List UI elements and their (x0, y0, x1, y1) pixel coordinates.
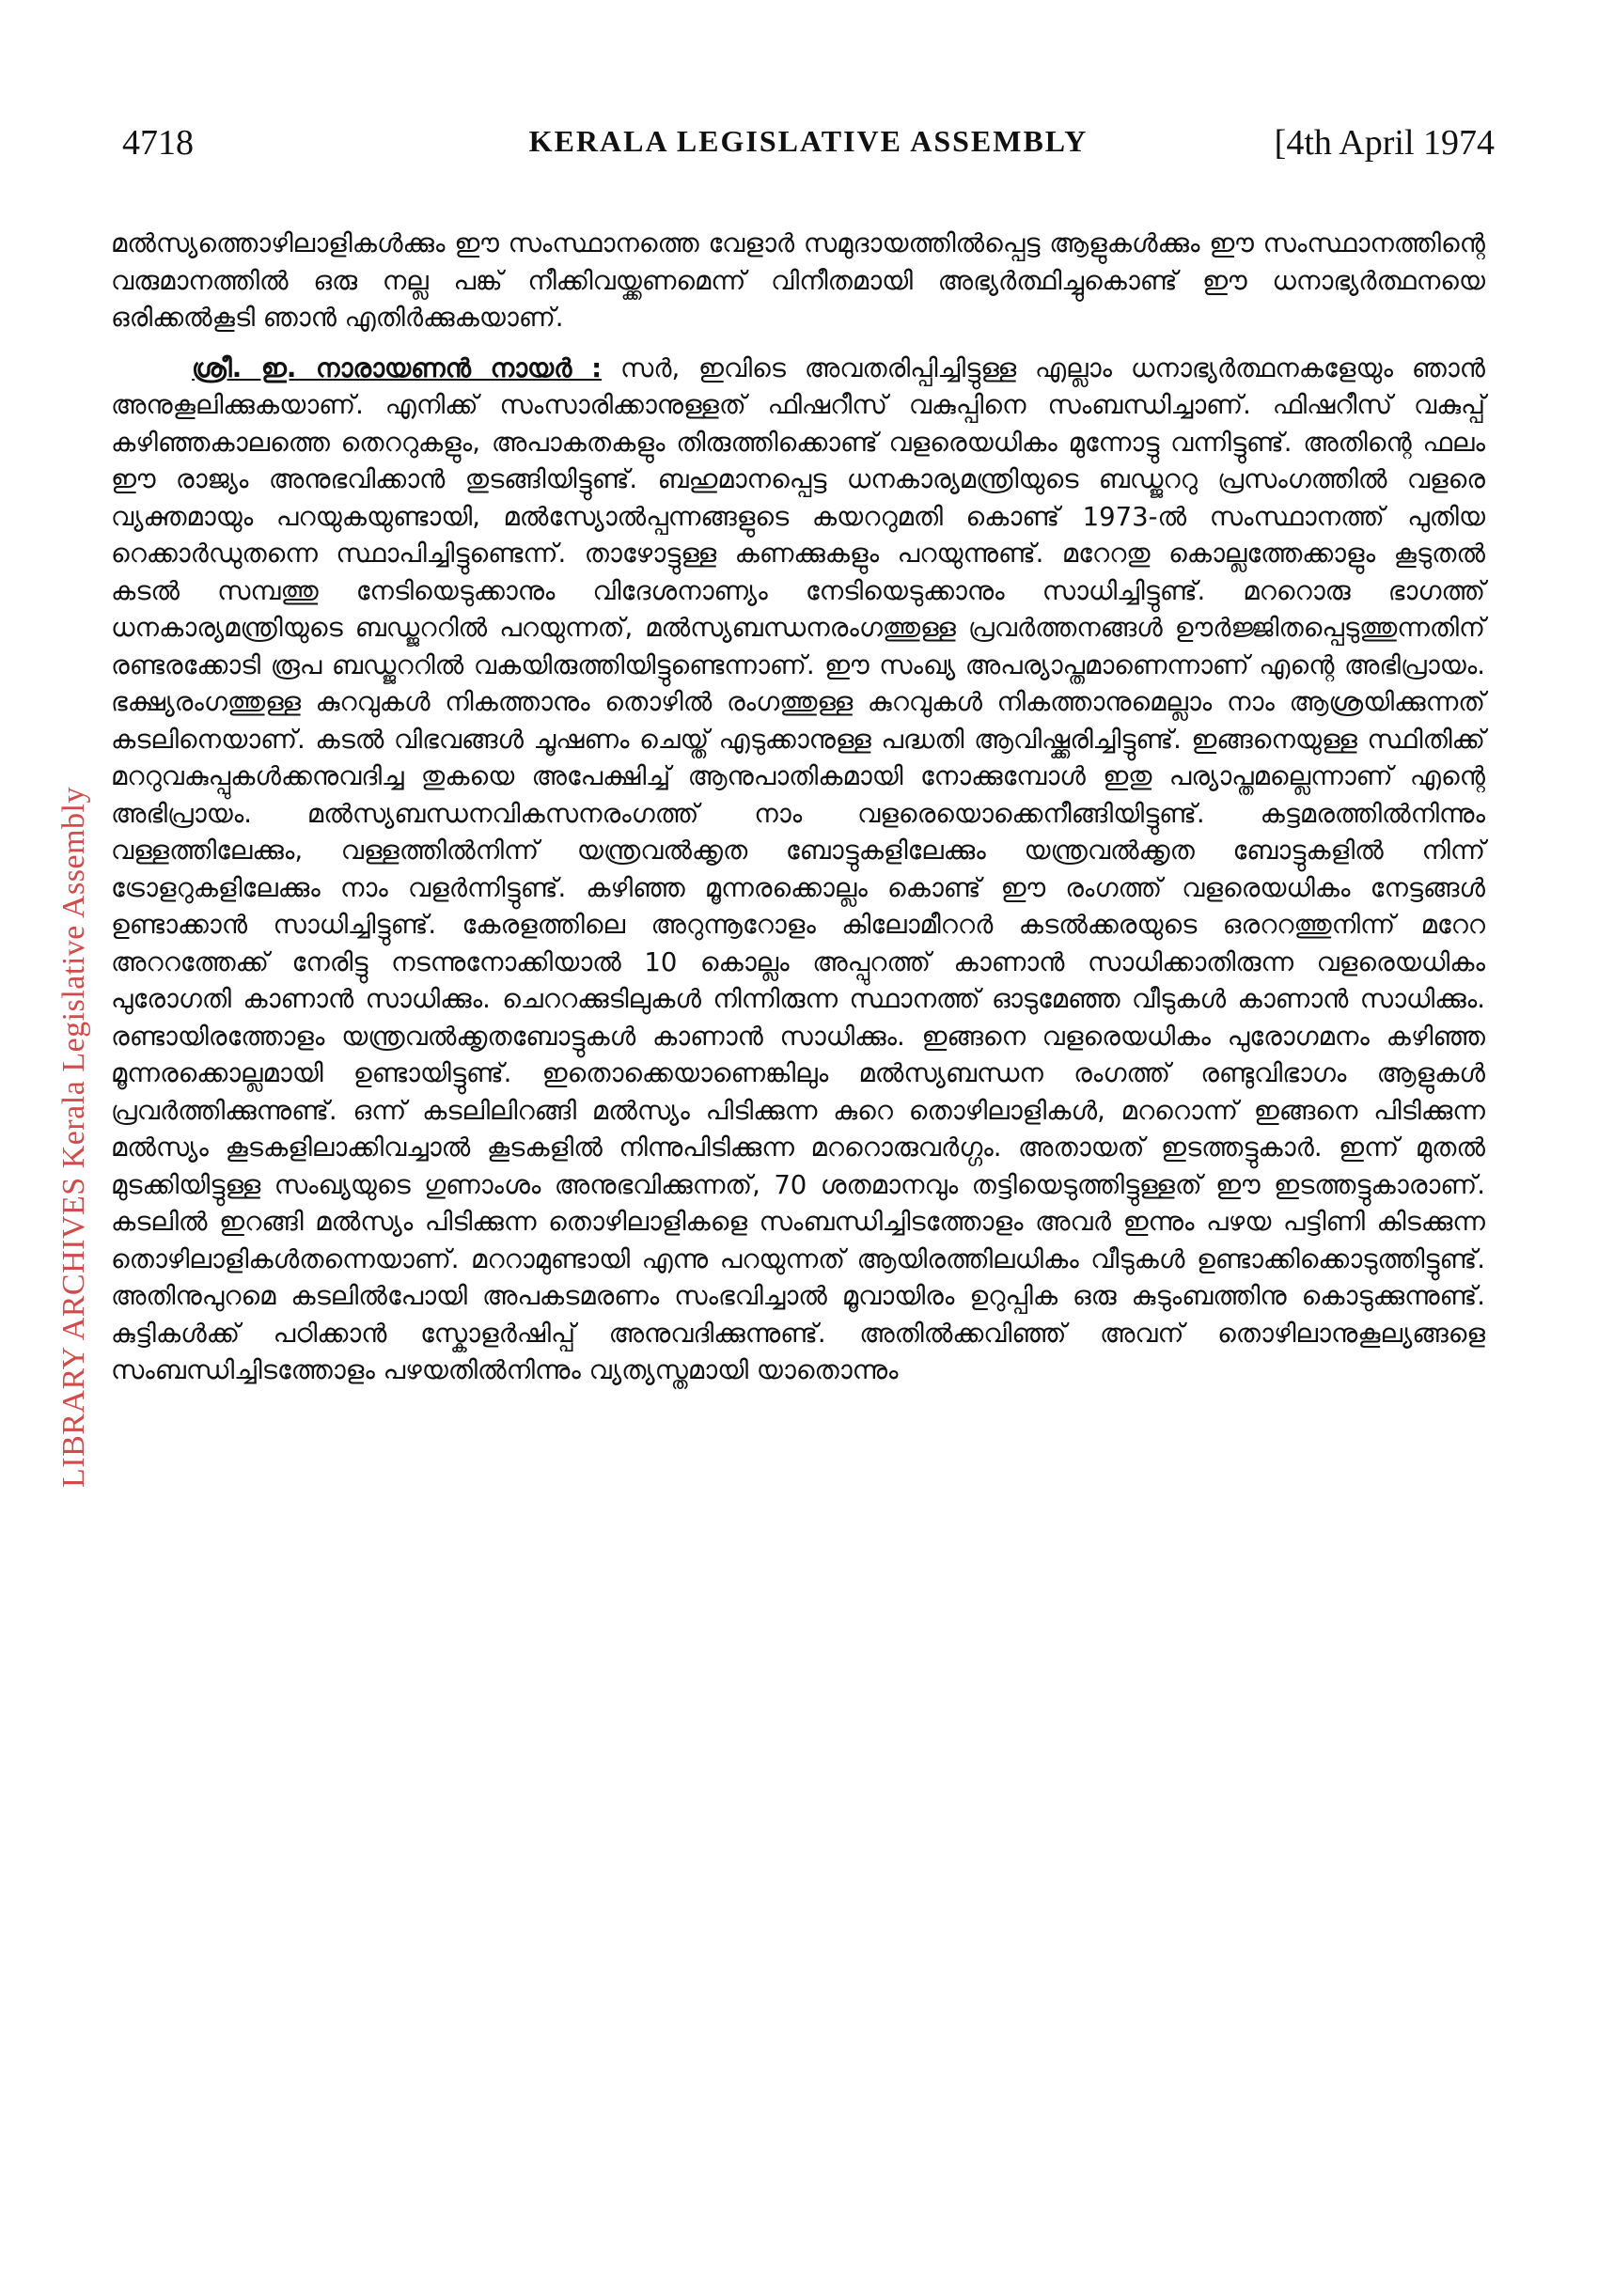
page-number: 4718 (122, 123, 194, 163)
speaker-name: ശ്രീ. ഇ. നാരായണൻ നായർ : (192, 352, 603, 383)
paragraph: മൽസ്യത്തൊഴിലാളികൾക്കും ഈ സംസ്ഥാനത്തെ വേളാർ സമുദായത്തിൽപ്പെട്ട ആളുകൾക്കും ഈ സംസ്ഥാനത്തിന്റെ വരുമാനത്തിൽ ഒരു നല്ല പങ്ക് നീക്കിവയ്ക്കണമെന്ന് വിനീതമായി അഭ്യർത്ഥിച്ചുകൊണ്ട് ഈ ധനാഭ്യർത്ഥനയെ ഒരിക്കൽകൂടി ഞാൻ എതിർക്കുകയാണ്. (111, 228, 1485, 333)
speech-text: സർ, ഇവിടെ അവതരിപ്പിച്ചിട്ടുള്ള എല്ലാം ധനാഭ്യർത്ഥനകളേയും ഞാൻ അനുകൂലിക്കുകയാണ്. എനിക്ക് സംസാരിക്കാനുള്ളത് ഫിഷറീസ് വകുപ്പിനെ സംബന്ധിച്ചാണ്. ഫിഷറീസ് വകുപ്പ് കഴിഞ്ഞകാലത്തെ തെററുകളും, അപാകതകളും തിരുത്തിക്കൊണ്ട് വളരെയധികം മുന്നോട്ടു വന്നിട്ടുണ്ട്. അതിന്റെ ഫലം ഈ രാജ്യം അനുഭവിക്കാൻ തുടങ്ങിയിട്ടുണ്ട്. ബഹുമാനപ്പെട്ട ധനകാര്യമന്ത്രിയുടെ ബഡ്ജററു പ്രസംഗത്തിൽ വളരെ വ്യക്തമായും പറയുകയുണ്ടായി, മൽസ്യോൽപ്പന്നങ്ങളുടെ കയററുമതി കൊണ്ട് 1973-ൽ സംസ്ഥാനത്ത് പുതിയ റെക്കാർഡുതന്നെ സ്ഥാപിച്ചിട്ടുണ്ടെന്ന്. താഴോട്ടുള്ള കണക്കുകളും പറയുന്നുണ്ട്. മറേറതു കൊല്ലത്തേക്കാളും കൂടുതൽ കടൽ സമ്പത്തു നേടിയെടുക്കാനും വിദേശനാണ്യം നേടിയെടുക്കാനും സാധിച്ചിട്ടുണ്ട്. മററൊരു ഭാഗത്ത് ധനകാര്യമന്ത്രിയുടെ ബഡ്ജററിൽ പറയുന്നത്, മൽസ്യബന്ധനരംഗത്തുള്ള പ്രവർത്തനങ്ങൾ ഊർജ്ജിതപ്പെടുത്തുന്നതിന് രണ്ടരക്കോടി രൂപ ബഡ്ജററിൽ വകയിരുത്തിയിട്ടുണ്ടെന്നാണ്. ഈ സംഖ്യ അപര്യാപ്തമാണെന്നാണ് എന്റെ അഭിപ്രായം. ഭക്ഷ്യരംഗത്തുള്ള കുറവുകൾ നികത്താനും തൊഴിൽ രംഗത്തുള്ള കുറവുകൾ നികത്താനുമെല്ലാം നാം ആശ്രയിക്കുന്നത് കടലിനെയാണ്. കടൽ വിഭവങ്ങൾ ചൂഷണം ചെയ്ത് എടുക്കാനുള്ള പദ്ധതി ആവിഷ്ക്കരിച്ചിട്ടുണ്ട്. ഇങ്ങനെയുള്ള സ്ഥിതിക്ക് മററുവകുപ്പുകൾക്കനുവദിച്ച തുകയെ അപേക്ഷിച്ച് ആനുപാതികമായി നോക്കുമ്പോൾ ഇതു പര്യാപ്തമല്ലെന്നാണ് എന്റെ അഭിപ്രായം. മൽസ്യബന്ധനവികസനരംഗത്ത് നാം വളരെയൊക്കെനീങ്ങിയിട്ടുണ്ട്. കട്ടമരത്തിൽനിന്നും വള്ളത്തിലേക്കും, വള്ളത്തിൽനിന്ന് യന്ത്രവൽക്കൃത ബോട്ടുകളിലേക്കും യന്ത്രവൽക്കൃത ബോട്ടുകളിൽ നിന്ന് ട്രോളറുകളിലേക്കും നാം വളർന്നിട്ടുണ്ട്. കഴിഞ്ഞ മൂന്നരക്കൊല്ലം കൊണ്ട് ഈ രംഗത്ത് വളരെയധികം നേട്ടങ്ങൾ ഉണ്ടാക്കാൻ സാധിച്ചിട്ടുണ്ട്. കേരളത്തിലെ അറുന്നൂറോളം കിലോമീററർ കടൽക്കരയുടെ ഒരററത്തുനിന്ന് മറേറ അററത്തേക്ക് നേരിട്ടു നടന്നുനോക്കിയാൽ 10 കൊല്ലം അപ്പുറത്ത് കാണാൻ സാധിക്കാതിരുന്ന വളരെയധികം പുരോഗതി കാണാൻ സാധിക്കും. ചെററക്കുടിലുകൾ നിന്നിരുന്ന സ്ഥാനത്ത് ഓടുമേഞ്ഞ വീടുകൾ കാണാൻ സാധിക്കും. രണ്ടായിരത്തോളം യന്ത്രവൽക്കൃതബോട്ടുകൾ കാണാൻ സാധിക്കും. ഇങ്ങനെ വളരെയധികം പുരോഗമനം കഴിഞ്ഞ മൂന്നരക്കൊല്ലമായി ഉണ്ടായിട്ടുണ്ട്. ഇതൊക്കെയാണെങ്കിലും മൽസ്യബന്ധന രംഗത്ത് രണ്ടുവിഭാഗം ആളുകൾ പ്രവർത്തിക്കുന്നുണ്ട്. ഒന്ന് കടലിലിറങ്ങി മൽസ്യം പിടിക്കുന്ന കുറെ തൊഴിലാളികൾ, മററൊന്ന് ഇങ്ങനെ പിടിക്കുന്ന മൽസ്യം കൂടകളിലാക്കിവച്ചാൽ കൂടകളിൽ നിന്നുപിടിക്കുന്ന മററൊരുവർഗ്ഗം. അതായത് ഇടത്തട്ടുകാർ. ഇന്ന് മുതൽ മുടക്കിയിട്ടുള്ള സംഖ്യയുടെ ഗുണാംശം അനുഭവിക്കുന്നത്, 70 ശതമാനവും തട്ടിയെടുത്തിട്ടുള്ളത് ഈ ഇടത്തട്ടുകാരാണ്. കടലിൽ ഇറങ്ങി മൽസ്യം പിടിക്കുന്ന തൊഴിലാളികളെ സംബന്ധിച്ചിടത്തോളം അവർ ഇന്നും പഴയ പട്ടിണി കിടക്കുന്ന തൊഴിലാളികൾതന്നെയാണ്. മററാമുണ്ടായി എന്നു പറയുന്നത് ആയിരത്തിലധികം വീടുകൾ ഉണ്ടാക്കിക്കൊടുത്തിട്ടുണ്ട്. അതിനുപുറമെ കടലിൽപോയി അപകടമരണം സംഭവിച്ചാൽ മൂവായിരം ഉറുപ്പിക ഒരു കുടുംബത്തിനു കൊടുക്കുന്നുണ്ട്. കുട്ടികൾക്ക് പഠിക്കാൻ സ്കോളർഷിപ്പ് അനുവദിക്കുന്നുണ്ട്. അതിൽക്കവിഞ്ഞ് അവന് തൊഴിലാനുകൂല്യങ്ങളെ സംബന്ധിച്ചിടത്തോളം പഴയതിൽനിന്നും വ്യത്യസ്തമായി യാതൊന്നും (111, 352, 1485, 1385)
archive-watermark: LIBRARY ARCHIVES Kerala Legislative Assembly (56, 787, 91, 1489)
document-body (111, 226, 1485, 1390)
header-date: [4th April 1974 (1274, 123, 1495, 163)
page-header (122, 122, 1495, 179)
speech-paragraph (111, 351, 1485, 1390)
running-title: KERALA LEGISLATIVE ASSEMBLY (528, 124, 1089, 158)
